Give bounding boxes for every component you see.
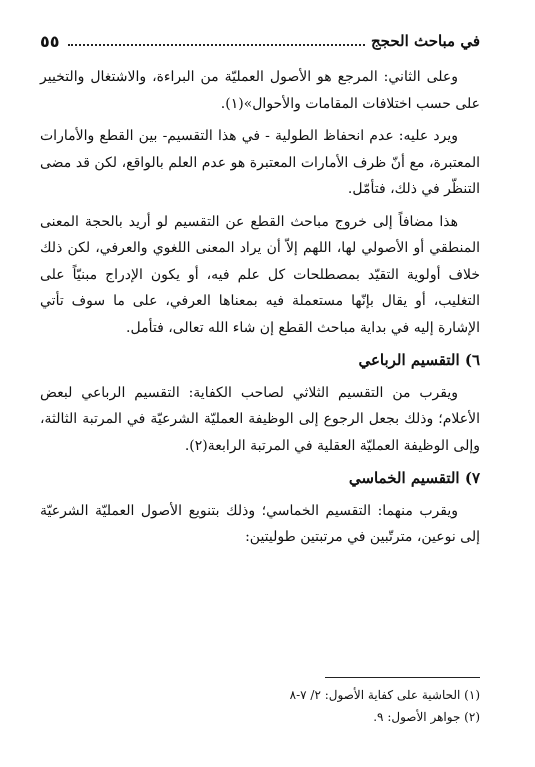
- footnote-separator: [325, 677, 480, 678]
- running-title: في مباحث الحجج: [370, 32, 480, 50]
- section-heading-6: ٦) التقسيم الرباعي: [358, 351, 480, 369]
- paragraph-3: هذا مضافاً إلى خروج مباحث القطع عن التقسيم لو أريد بالحجة المعنى المنطقي أو الأصولي لها، اللهم إلاّ أن يراد المعنى اللغوي والعرفي، لكن ذلك خلاف أولوية التقيّد بمصطلحات كل علم فيه، أو يكون الإدراج مبنيّاً على التغليب، أو يقال بإنّها مستعملة فيه بمعناها العرفي، على ما سوف تأتي الإشارة إليه في بداية مباحث القطع إن شاء الله تعالى، فتأمل.: [40, 213, 480, 336]
- section-7-paragraph: ويقرب منهما: التقسيم الخماسي؛ وذلك بتنويع الأصول العمليّة الشرعيّة إلى نوعين، مترتّبين في مرتبتين طوليتين:: [40, 502, 480, 545]
- footnote-2: (٢) جواهر الأصول: ٩.: [373, 710, 480, 724]
- section-heading-7: ٧) التقسيم الخماسي: [348, 469, 480, 487]
- paragraph-2: ويرد عليه: عدم انحفاظ الطولية - في هذا التقسيم- بين القطع والأمارات المعتبرة، مع أنّ ظرف الأمارات المعتبرة هو عدم العلم بالواقع، لكن قد مضى التنظّر في ذلك، فتأمّل.: [40, 128, 480, 197]
- page-header: [40, 30, 480, 52]
- page-body: [40, 64, 480, 557]
- paragraph-1: وعلى الثاني: المرجع هو الأصول العمليّة من البراءة، والاشتغال والتخيير على حسب اختلافات المقامات والأحوال»(١).: [40, 69, 480, 112]
- footnotes: [40, 684, 480, 728]
- page-number: ٥٥: [40, 31, 60, 51]
- section-6-paragraph: ويقرب من التقسيم الثلاثي لصاحب الكفاية: التقسيم الرباعي لبعض الأعلام؛ وذلك بجعل الرجوع إلى الوظيفة العمليّة الشرعيّة في المرتبة الثالثة، وإلى الوظيفة العمليّة العقلية في المرتبة الرابعة(٢).: [40, 384, 480, 454]
- header-dot-leader: [68, 36, 365, 46]
- footnote-1: (١) الحاشية على كفاية الأصول: ٢/ ٧-٨: [289, 688, 480, 702]
